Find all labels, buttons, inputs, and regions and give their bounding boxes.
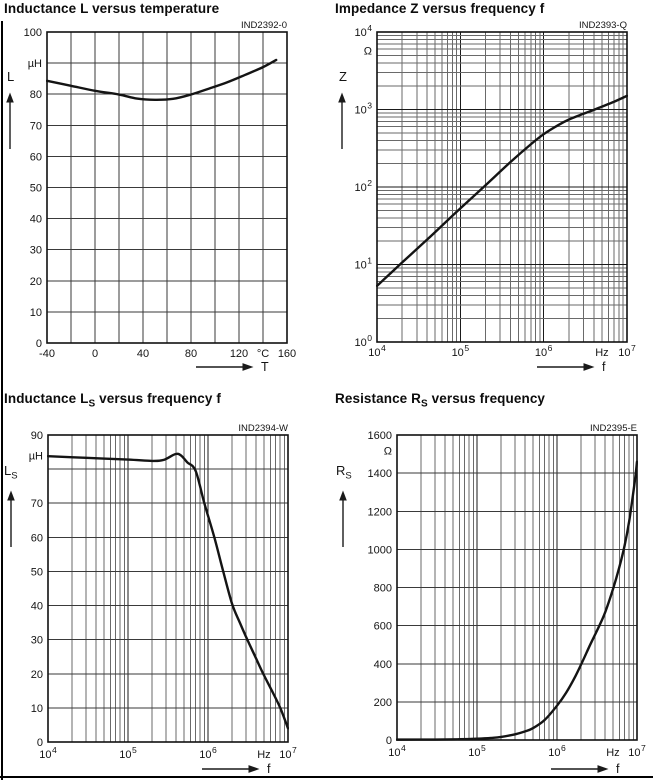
x-tick-label: Hz (595, 347, 609, 359)
y-tick-label: 60 (30, 532, 43, 545)
x-tick-label: $10^7$ (628, 743, 646, 759)
x-tick-label: $10^4$ (368, 343, 386, 359)
x-axis-name-text: f (616, 762, 620, 776)
data-curve (397, 462, 637, 740)
chart-title-text: Resistance R (335, 391, 421, 406)
y-tick-label: 0 (385, 735, 392, 747)
y-tick-label: 60 (29, 151, 42, 164)
x-tick-label: °C (256, 348, 270, 360)
x-tick-label: $10^5$ (468, 743, 486, 759)
chart-code: IND2395-E (590, 423, 637, 434)
plot-area (0, 390, 326, 780)
x-axis-name (551, 762, 619, 776)
y-tick-label: 800 (373, 582, 392, 595)
y-tick-label: 70 (29, 120, 42, 133)
y-tick-label: 40 (29, 213, 42, 226)
x-axis-right-arrow-icon (202, 764, 260, 774)
x-tick-label: $10^5$ (119, 745, 137, 761)
x-axis-name (196, 360, 269, 374)
x-tick-label: Hz (257, 749, 271, 761)
y-tick-label: 0 (35, 338, 42, 350)
x-tick-label: $10^7$ (279, 745, 297, 761)
y-tick-label: 100 (23, 27, 42, 39)
y-tick-label: $10^2$ (354, 178, 372, 194)
chart-title-sub: S (88, 398, 96, 410)
x-tick-label: 160 (277, 348, 297, 360)
y-tick-label: 50 (30, 566, 43, 579)
x-tick-label: $10^4$ (39, 745, 57, 761)
x-tick-label: $10^6$ (199, 745, 217, 761)
x-axis-name (537, 360, 605, 374)
y-tick-label: 30 (30, 634, 43, 647)
chart-title-text: Inductance L (4, 391, 89, 406)
y-tick-label: Ω (383, 445, 392, 458)
x-axis-right-arrow-icon (196, 362, 254, 372)
y-tick-label: 20 (30, 668, 43, 681)
y-tick-label: 1000 (367, 544, 392, 557)
plot-area (327, 390, 653, 780)
y-tick-label: 50 (29, 182, 42, 195)
y-tick-label: µH (27, 58, 42, 71)
x-tick-label: $10^5$ (451, 343, 470, 359)
chart-code: IND2393-Q (578, 20, 627, 31)
chart-title-rest: versus frequency (427, 391, 546, 406)
chart-title-text: Inductance L versus temperature (4, 1, 220, 16)
y-tick-label: 1600 (367, 430, 392, 442)
x-tick-label: $10^4$ (388, 743, 406, 759)
y-tick-label: 70 (30, 498, 43, 511)
y-tick-label: 400 (373, 658, 392, 671)
x-axis-name (202, 762, 270, 776)
data-curve (48, 454, 288, 729)
x-tick-label: $10^6$ (534, 343, 553, 359)
y-tick-label: 1200 (367, 506, 392, 519)
x-tick-label: $10^6$ (548, 743, 566, 759)
plot-frame (48, 435, 288, 742)
chart-code: IND2394-W (238, 423, 288, 434)
x-tick-label: 0 (91, 348, 99, 360)
y-axis-name: Z (339, 69, 347, 84)
chart-title-rest: versus frequency f (95, 391, 221, 406)
x-tick-label: 40 (136, 348, 150, 360)
y-tick-label: $10^0$ (354, 333, 372, 349)
chart-inductance-ls-vs-frequency (0, 390, 326, 780)
x-axis-name-text: f (267, 762, 271, 776)
y-axis-name: L (7, 69, 15, 84)
plot-area (327, 0, 653, 390)
x-tick-label: 80 (184, 348, 198, 360)
y-tick-label: 20 (29, 275, 42, 288)
x-axis-name-text: T (261, 360, 269, 374)
chart-impedance-vs-frequency (327, 0, 653, 390)
chart-title-sub: S (421, 398, 428, 410)
x-tick-label: 120 (229, 348, 249, 360)
y-tick-label: $10^3$ (354, 100, 372, 117)
y-tick-label: 0 (36, 737, 43, 749)
x-axis-name-text: f (602, 360, 606, 374)
y-tick-label: 10 (29, 306, 42, 319)
y-tick-label: 30 (29, 244, 42, 257)
chart-inductance-vs-temperature (0, 0, 326, 390)
y-tick-label: 40 (30, 600, 43, 613)
y-tick-label: 80 (29, 89, 42, 102)
chart-code: IND2392-0 (241, 20, 287, 31)
chart-resistance-rs-vs-frequency (327, 390, 653, 780)
x-tick-label: -40 (39, 348, 55, 360)
x-axis-right-arrow-icon (537, 362, 595, 372)
y-tick-label: µH (28, 450, 43, 463)
y-axis-name: $L_S$ (4, 463, 18, 482)
y-axis-name: $R_S$ (336, 463, 352, 482)
x-tick-label: Hz (606, 747, 620, 759)
y-tick-label: 90 (30, 430, 43, 442)
y-tick-label: 600 (373, 620, 392, 633)
x-axis-right-arrow-icon (551, 764, 609, 774)
x-tick-label: $10^7$ (618, 343, 636, 359)
y-tick-label: $10^4$ (354, 23, 372, 39)
y-tick-label: 1400 (367, 468, 392, 481)
y-tick-label: Ω (363, 45, 372, 58)
plot-area (0, 0, 326, 390)
y-tick-label: $10^1$ (354, 255, 372, 272)
y-tick-label: 200 (373, 696, 392, 709)
chart-title-text: Impedance Z versus frequency f (335, 1, 545, 16)
y-tick-label: 10 (30, 702, 43, 715)
